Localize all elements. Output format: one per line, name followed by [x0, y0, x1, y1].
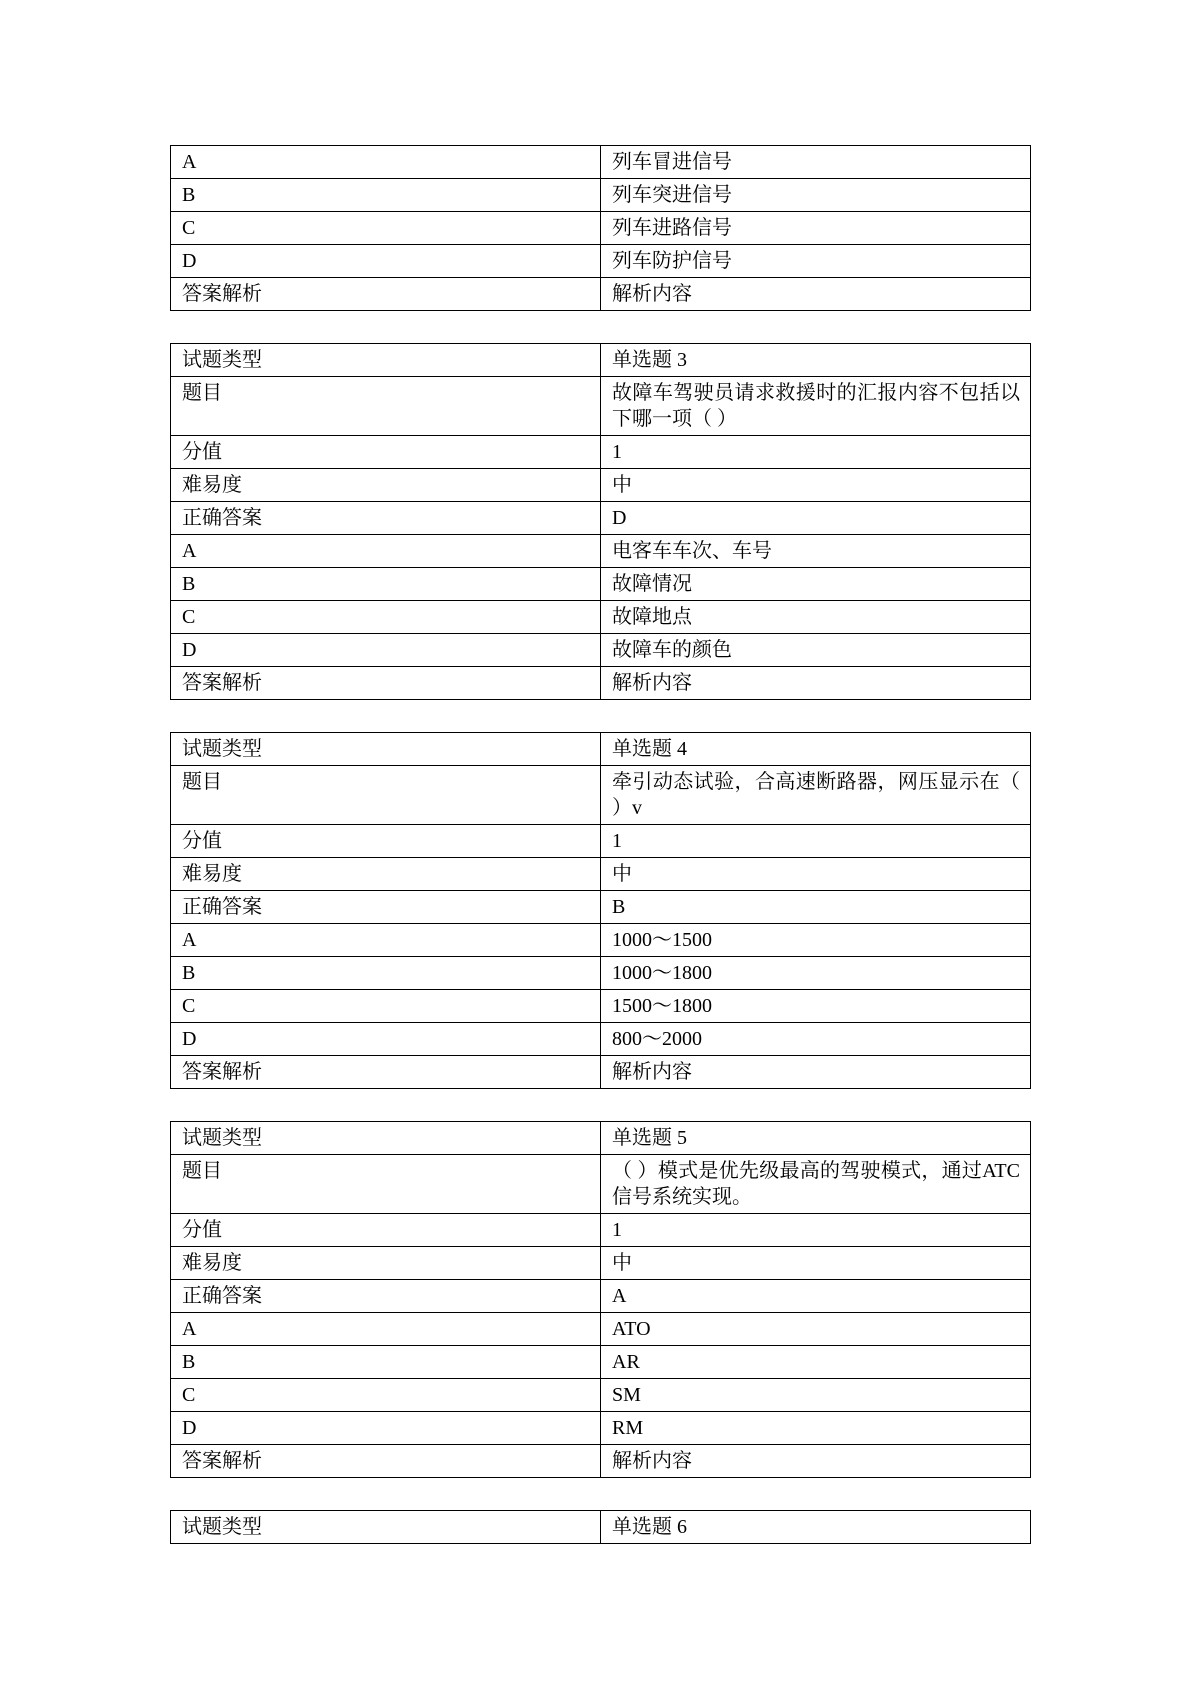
table-row — [171, 1056, 1031, 1089]
row-value: RM — [601, 1412, 1031, 1445]
row-label: B — [171, 568, 601, 601]
row-label: 正确答案 — [171, 502, 601, 535]
row-value: A — [601, 1280, 1031, 1313]
table-row — [171, 957, 1031, 990]
row-label: 试题类型 — [171, 1511, 601, 1544]
table-row — [171, 634, 1031, 667]
row-value: 列车冒进信号 — [601, 146, 1031, 179]
table-row — [171, 1412, 1031, 1445]
row-label: B — [171, 179, 601, 212]
row-value: 1000～1500 — [601, 924, 1031, 957]
row-label: 难易度 — [171, 858, 601, 891]
row-value: 单选题 4 — [601, 733, 1031, 766]
table-row — [171, 436, 1031, 469]
question-text: 牵引动态试验，合高速断路器，网压显示在（ ）v — [601, 766, 1031, 825]
table-row — [171, 1280, 1031, 1313]
table-row — [171, 891, 1031, 924]
row-value: 1 — [601, 825, 1031, 858]
table-row — [171, 1379, 1031, 1412]
row-value: 1000～1800 — [601, 957, 1031, 990]
row-label: 分值 — [171, 436, 601, 469]
table-row — [171, 502, 1031, 535]
row-value: D — [601, 502, 1031, 535]
table-row — [171, 179, 1031, 212]
table-row — [171, 601, 1031, 634]
question-table-continued — [170, 145, 1031, 311]
row-label: D — [171, 1023, 601, 1056]
row-label: 难易度 — [171, 1247, 601, 1280]
row-label: 分值 — [171, 1214, 601, 1247]
row-label: B — [171, 957, 601, 990]
row-label: 答案解析 — [171, 278, 601, 311]
row-label: 正确答案 — [171, 1280, 601, 1313]
row-label: A — [171, 924, 601, 957]
question-table-3 — [170, 343, 1031, 700]
table-row — [171, 568, 1031, 601]
row-label: 正确答案 — [171, 891, 601, 924]
row-label: 试题类型 — [171, 1122, 601, 1155]
question-table-5 — [170, 1121, 1031, 1478]
row-label: 分值 — [171, 825, 601, 858]
row-label: 难易度 — [171, 469, 601, 502]
row-value: 单选题 5 — [601, 1122, 1031, 1155]
row-label: A — [171, 535, 601, 568]
table-row — [171, 990, 1031, 1023]
row-label: 题目 — [171, 766, 601, 825]
table-row — [171, 1214, 1031, 1247]
row-value: 1 — [601, 1214, 1031, 1247]
row-label: 题目 — [171, 1155, 601, 1214]
row-label: C — [171, 990, 601, 1023]
row-value: ATO — [601, 1313, 1031, 1346]
row-label: 试题类型 — [171, 344, 601, 377]
row-value: 中 — [601, 469, 1031, 502]
row-label: 题目 — [171, 377, 601, 436]
row-label: C — [171, 212, 601, 245]
table-row — [171, 825, 1031, 858]
table-row — [171, 733, 1031, 766]
row-value: 中 — [601, 1247, 1031, 1280]
row-label: 答案解析 — [171, 667, 601, 700]
row-label: 试题类型 — [171, 733, 601, 766]
table-row — [171, 766, 1031, 825]
table-row — [171, 1247, 1031, 1280]
row-value: 列车突进信号 — [601, 179, 1031, 212]
row-value: 解析内容 — [601, 1056, 1031, 1089]
table-row — [171, 377, 1031, 436]
row-label: C — [171, 601, 601, 634]
row-value: AR — [601, 1346, 1031, 1379]
question-table-4 — [170, 732, 1031, 1089]
row-label: B — [171, 1346, 601, 1379]
question-text: （ ）模式是优先级最高的驾驶模式，通过ATC 信号系统实现。 — [601, 1155, 1031, 1214]
row-value: 故障情况 — [601, 568, 1031, 601]
question-text: 故障车驾驶员请求救援时的汇报内容不包括以下哪一项（ ） — [601, 377, 1031, 436]
row-label: 答案解析 — [171, 1445, 601, 1478]
row-value: 列车防护信号 — [601, 245, 1031, 278]
row-value: 故障地点 — [601, 601, 1031, 634]
row-label: A — [171, 1313, 601, 1346]
row-value: 解析内容 — [601, 1445, 1031, 1478]
table-row — [171, 146, 1031, 179]
row-value: 列车进路信号 — [601, 212, 1031, 245]
row-label: D — [171, 1412, 601, 1445]
row-value: B — [601, 891, 1031, 924]
row-value: 解析内容 — [601, 278, 1031, 311]
row-label: C — [171, 1379, 601, 1412]
row-value: 单选题 6 — [601, 1511, 1031, 1544]
table-row — [171, 278, 1031, 311]
question-table-6 — [170, 1510, 1031, 1544]
table-row — [171, 858, 1031, 891]
table-row — [171, 212, 1031, 245]
row-label: D — [171, 634, 601, 667]
row-value: 1 — [601, 436, 1031, 469]
table-row — [171, 667, 1031, 700]
row-value: 单选题 3 — [601, 344, 1031, 377]
table-row — [171, 245, 1031, 278]
table-row — [171, 1313, 1031, 1346]
table-row — [171, 1155, 1031, 1214]
table-row — [171, 1346, 1031, 1379]
table-row — [171, 469, 1031, 502]
row-label: 答案解析 — [171, 1056, 601, 1089]
row-label: A — [171, 146, 601, 179]
table-row — [171, 344, 1031, 377]
row-value: 中 — [601, 858, 1031, 891]
row-label: D — [171, 245, 601, 278]
table-row — [171, 1122, 1031, 1155]
table-row — [171, 1023, 1031, 1056]
table-row — [171, 1511, 1031, 1544]
row-value: 故障车的颜色 — [601, 634, 1031, 667]
document-page — [170, 145, 1030, 1576]
table-row — [171, 924, 1031, 957]
row-value: SM — [601, 1379, 1031, 1412]
row-value: 800～2000 — [601, 1023, 1031, 1056]
row-value: 电客车车次、车号 — [601, 535, 1031, 568]
row-value: 1500～1800 — [601, 990, 1031, 1023]
table-row — [171, 1445, 1031, 1478]
row-value: 解析内容 — [601, 667, 1031, 700]
table-row — [171, 535, 1031, 568]
